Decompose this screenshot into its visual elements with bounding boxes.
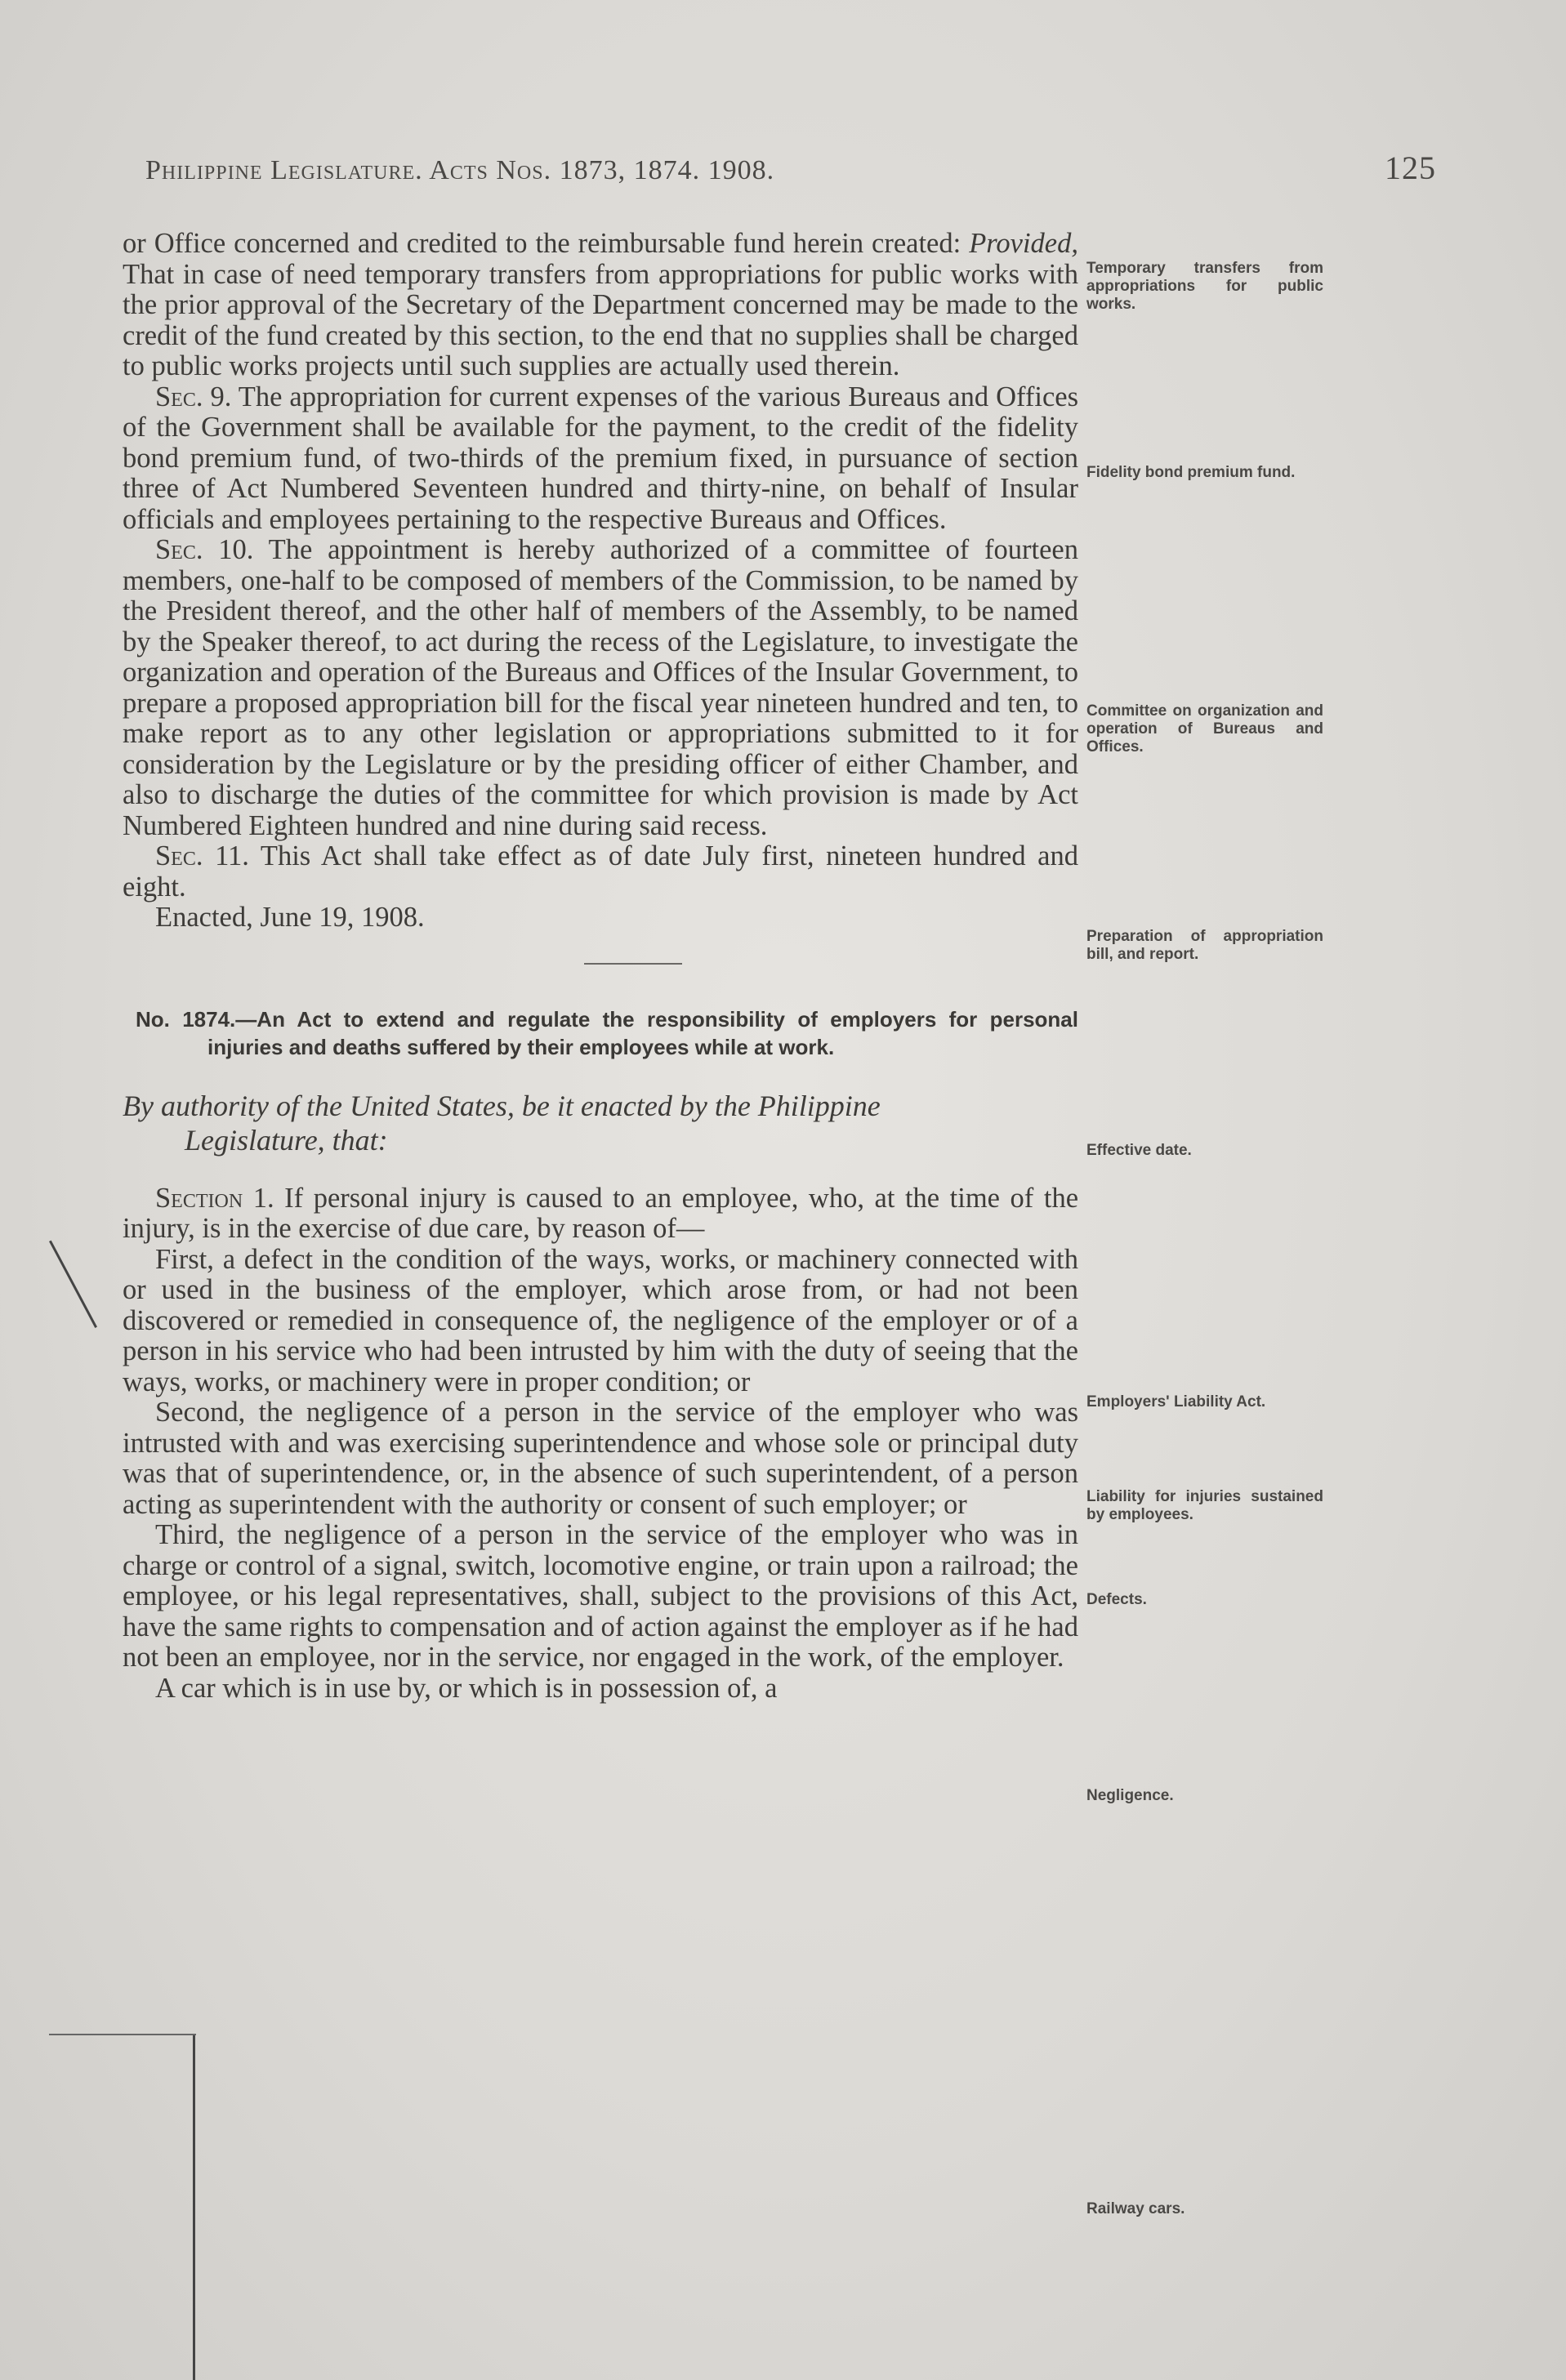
section-label: Sec. 10. [155, 534, 254, 565]
margin-note: Effective date. [1086, 1142, 1192, 1159]
margin-note: Negligence. [1086, 1787, 1174, 1804]
clause-car: A car which is in use by, or which is in possession of, a [155, 1672, 778, 1704]
act-title: An Act to extend and regulate the responsibility of employers for personal injuries and deaths suffered by their employees while at work. [207, 1006, 1078, 1059]
paragraph-continuation: or Office concerned and credited to the reimbursable fund herein created: Provided, That in case of need temporary transfers from appropriations for public works with the prior approval of the Secretary of the Department concerned may be made to the credit of the fund created by this section, to the end that no supplies shall be charged to public works projects until such supplies are actually used therein. [123, 228, 1078, 381]
pen-mark [49, 1241, 97, 1328]
pen-mark [193, 2034, 195, 2380]
margin-note: Railway cars. [1086, 2200, 1185, 2217]
body-text [123, 229, 1078, 1704]
margin-note: Defects. [1086, 1591, 1147, 1608]
margin-note: Committee on organization and operation of Bureaus and Offices. [1086, 702, 1323, 755]
section-9: Sec. 9. The appropriation for current expenses of the various Bureaus and Offices of the Government shall be available for the payment, to the credit of the fidelity bond premium fund, of two-thirds of the premium fixed, in pursuance of section three of Act Numbered Seventeen hundred and thirty-nine, on behalf of Insular officials and employees pertaining to the respective Bureaus and Offices. [123, 381, 1079, 535]
act-number: No. 1874.— [136, 1006, 257, 1032]
section-10: Sec. 10. The appointment is hereby authorized of a committee of fourteen members, one-half to be composed of members of the Commission, to be named by the President thereof, and the other half of members of the Assembly, to be named by the Speaker thereof, to act during the recess of the Legislature, to investigate the organization and operation of the Bureaus and Offices of the Insular Government, to prepare a proposed appropriation bill for the fiscal year nineteen hundred and ten, to make report as to any other legislation or appropriations submitted to it for consideration by the Legislature or by the presiding officer of either Chamber, and also to discharge the duties of the committee for which provision is made by Act Numbered Eighteen hundred and nine during said recess. [123, 534, 1078, 841]
clause-second: Second, the negligence of a person in the service of the employer who was intrusted with and was exercising superintendence and whose sole or principal duty was that of superintendence, or, in the absence of such superintendent, of a person acting as superintendent with the authority or consent of such employer; or [123, 1397, 1078, 1520]
clause-third: Third, the negligence of a person in the service of the employer who was in charge or control of a signal, switch, locomotive engine, or train upon a railroad; the employee, or his legal representatives, shall, subject to the provisions of this Act, have the same rights to compensation and of action against the employer as if he had not been an employee, nor in the service, nor engaged in the work, of the employer. [123, 1519, 1078, 1673]
margin-note: Preparation of appropriation bill, and report. [1086, 928, 1323, 963]
page-header [145, 149, 1436, 198]
section-label: Section 1. [155, 1182, 274, 1214]
margin-note: Liability for injuries sustained by employees. [1086, 1488, 1323, 1523]
margin-note: Employers' Liability Act. [1086, 1393, 1266, 1411]
proviso: Provided, [969, 228, 1078, 259]
act-heading [136, 1005, 1078, 1061]
section-label: Sec. 11. [155, 840, 249, 871]
pen-mark [49, 2034, 196, 2035]
section-label: Sec. 9. [155, 381, 232, 412]
margin-note: Fidelity bond premium fund. [1086, 464, 1296, 481]
enacting-clause: By authority of the United States, be it enacted by the Philippine Legislature, that: [123, 1089, 881, 1157]
margin-note: Temporary transfers from appropriations for public works. [1086, 260, 1323, 313]
section-1: Section 1. If personal injury is caused to an employee, who, at the time of the injury, is in the exercise of due care, by reason of— [123, 1182, 1079, 1244]
page-number: 125 [1385, 149, 1436, 186]
section-divider [584, 963, 682, 965]
clause-first: First, a defect in the condition of the ways, works, or machinery connected with or used in the business of the employer, which arose from, or had not been discovered or remedied in consequence of, the negligence of the employer or of a person in his service who had been intrusted by him with the duty of seeing that the ways, works, or machinery were in proper condition; or [123, 1243, 1078, 1397]
section-11: Sec. 11. This Act shall take effect as of date July first, nineteen hundred and eight. [123, 840, 1078, 903]
enacted-date: Enacted, June 19, 1908. [155, 902, 425, 933]
running-title: Philippine Legislature. Acts Nos. 1873, 1874. 1908. [145, 155, 775, 185]
